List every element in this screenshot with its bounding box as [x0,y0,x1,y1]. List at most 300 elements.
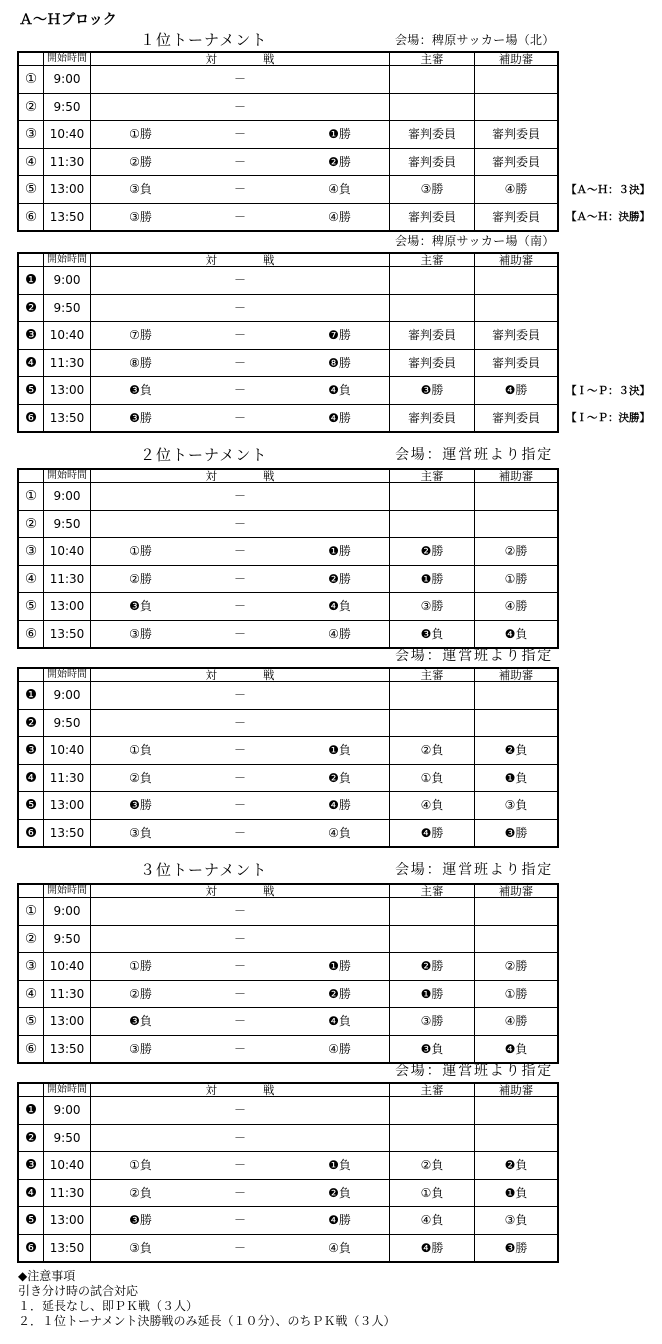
team-a [90,898,190,925]
match-row [19,349,557,377]
match-number: ❺ [24,797,38,814]
versus-mark: － [233,355,246,370]
versus-mark: － [233,1014,246,1029]
versus-mark: － [233,300,246,315]
team-a: ②勝 [90,981,190,1008]
assistant-referee: 審判委員 [474,149,557,176]
match-number: ④ [24,570,38,587]
start-time: 9:00 [43,267,90,294]
assistant-referee: ④勝 [474,593,557,620]
match-row [19,510,557,538]
match-table [17,51,650,232]
match-row [19,819,557,847]
team-b: ❶勝 [328,544,351,559]
start-time: 13:00 [43,1008,90,1035]
team-b [290,898,389,925]
referee: ❹勝 [389,820,474,847]
match-row [19,736,557,764]
match-row [19,925,557,953]
referee: 審判委員 [389,350,474,377]
team-a: ②負 [90,765,190,792]
assistant-referee [474,511,557,538]
team-b: ❹勝 [328,798,351,813]
team-a: ❸勝 [90,792,190,819]
team-b: ❶勝 [328,127,351,142]
assistant-referee: ①勝 [474,566,557,593]
match-number: ❹ [24,354,38,371]
referee: ❸勝 [389,377,474,404]
versus-mark: － [233,1240,246,1255]
header-row [19,254,557,266]
assistant-referee: 審判委員 [474,350,557,377]
team-b [290,66,389,93]
team-b [290,1125,389,1152]
referee [389,511,474,538]
assistant-referee: ②勝 [474,538,557,565]
match-number: ① [24,903,38,920]
versus-mark: － [233,154,246,169]
team-a: ❸負 [90,593,190,620]
team-b: ❹負 [328,599,351,614]
team-b: ❹負 [328,383,351,398]
venue-label: 会場：運営班より指定 [395,447,553,463]
start-time: 11:30 [43,1180,90,1207]
team-a [90,926,190,953]
referee [389,710,474,737]
match-row [19,65,557,93]
team-a: ①勝 [90,538,190,565]
referee: ❶勝 [389,981,474,1008]
match-row [19,1035,557,1063]
team-a: ②勝 [90,566,190,593]
assistant-referee [474,710,557,737]
team-b [290,710,389,737]
start-time: 9:50 [43,710,90,737]
start-time: 9:00 [43,898,90,925]
team-a: ⑧勝 [90,350,190,377]
team-b: ❷負 [328,770,351,785]
match-row [19,952,557,980]
header-match: 対 戦 [90,470,389,482]
match-number: ⑤ [24,181,38,198]
versus-mark: － [233,182,246,197]
match-number: ❸ [24,742,38,759]
match-number: ① [24,71,38,88]
start-time: 9:50 [43,1125,90,1152]
start-time: 13:00 [43,176,90,203]
start-time: 13:50 [43,204,90,231]
match-number: ❹ [24,1184,38,1201]
referee: ④負 [389,1207,474,1234]
venue-label: 会場：稗原サッカー場（北） [395,33,555,47]
referee: ②負 [389,1152,474,1179]
versus-mark: － [233,904,246,919]
assistant-referee: ❹負 [474,621,557,648]
match-table [17,667,559,848]
versus-mark: － [233,986,246,1001]
match-row [19,1096,557,1124]
notes-line: ２．１位トーナメント決勝戦のみ延長（１０分）、のちＰＫ戦（３人） [18,1314,396,1328]
match-number: ❺ [24,382,38,399]
match-row [19,1124,557,1152]
start-time: 9:50 [43,295,90,322]
assistant-referee [474,66,557,93]
assistant-referee [474,483,557,510]
team-a: ⑦勝 [90,322,190,349]
assistant-referee: 審判委員 [474,121,557,148]
referee: ①負 [389,1180,474,1207]
referee [389,295,474,322]
team-b: ④勝 [328,1041,351,1056]
match-row [19,565,557,593]
header-referee: 主審 [389,885,474,897]
referee: 審判委員 [389,204,474,231]
versus-mark: － [233,798,246,813]
match-number: ⑥ [24,1040,38,1057]
header-referee: 主審 [389,1084,474,1096]
header-row [19,470,557,482]
referee: ③勝 [389,593,474,620]
referee [389,267,474,294]
versus-mark: － [233,959,246,974]
team-b: ④負 [328,825,351,840]
versus-mark: － [233,626,246,641]
referee: ③勝 [389,176,474,203]
header-start-time: 開始時間 [43,53,90,65]
header-assistant-referee: 補助審 [474,885,557,897]
start-time: 9:00 [43,682,90,709]
team-a [90,682,190,709]
match-number: ① [24,488,38,505]
start-time: 13:50 [43,405,90,432]
assistant-referee: ❸勝 [474,820,557,847]
team-b [290,682,389,709]
referee [389,483,474,510]
versus-mark: － [233,688,246,703]
header-match: 対 戦 [90,53,389,65]
team-a [90,295,190,322]
versus-mark: － [233,328,246,343]
versus-mark: － [233,1041,246,1056]
versus-mark: － [233,99,246,114]
referee: 審判委員 [389,149,474,176]
match-row [19,120,557,148]
match-row [19,764,557,792]
assistant-referee [474,267,557,294]
team-b: ❹勝 [328,1213,351,1228]
team-a: ③勝 [90,1036,190,1063]
referee: ②負 [389,737,474,764]
match-row [19,709,557,737]
assistant-referee: ❶負 [474,765,557,792]
notes [18,1269,396,1329]
match-row [19,294,557,322]
match-number: ④ [24,153,38,170]
assistant-referee [474,898,557,925]
versus-mark: － [233,127,246,142]
team-a: ③負 [90,1235,190,1262]
match-number: ② [24,98,38,115]
header-assistant-referee: 補助審 [474,53,557,65]
header-assistant-referee: 補助審 [474,254,557,266]
referee [389,898,474,925]
header-start-time: 開始時間 [43,1084,90,1096]
team-b: ❹負 [328,1014,351,1029]
start-time: 9:50 [43,94,90,121]
match-row [19,203,650,231]
team-b: ❶勝 [328,959,351,974]
assistant-referee: 審判委員 [474,405,557,432]
assistant-referee: ②勝 [474,953,557,980]
start-time: 13:50 [43,621,90,648]
start-time: 13:50 [43,1036,90,1063]
assistant-referee: ❶負 [474,1180,557,1207]
versus-mark: － [233,1213,246,1228]
team-a: ❸勝 [90,1207,190,1234]
header-row [19,885,557,897]
start-time: 13:00 [43,792,90,819]
match-number: ③ [24,126,38,143]
match-row [19,620,557,648]
team-b: ❷勝 [328,154,351,169]
team-b: ❼勝 [328,328,351,343]
match-round-label: 【Ｉ～Ｐ：決勝】 [566,412,650,425]
team-a: ③負 [90,820,190,847]
versus-mark: － [233,209,246,224]
team-b: ❽勝 [328,355,351,370]
start-time: 11:30 [43,765,90,792]
match-number: ❶ [24,1102,38,1119]
versus-mark: － [233,516,246,531]
section-title: １位トーナメント [140,31,268,49]
referee [389,94,474,121]
header-referee: 主審 [389,669,474,681]
match-number: ❺ [24,1212,38,1229]
header-assistant-referee: 補助審 [474,470,557,482]
referee: ④負 [389,792,474,819]
referee: ❸負 [389,621,474,648]
team-a: ③勝 [90,621,190,648]
match-row [19,404,650,432]
team-a [90,1097,190,1124]
assistant-referee: 審判委員 [474,322,557,349]
match-number: ❻ [24,1239,38,1256]
venue-label: 会場：稗原サッカー場（南） [395,234,555,248]
start-time: 9:00 [43,66,90,93]
header-start-time: 開始時間 [43,669,90,681]
versus-mark: － [233,571,246,586]
team-a: ①勝 [90,121,190,148]
team-b [290,267,389,294]
referee [389,1097,474,1124]
versus-mark: － [233,715,246,730]
start-time: 10:40 [43,953,90,980]
venue-label: 会場：運営班より指定 [395,1063,553,1079]
team-b [290,483,389,510]
assistant-referee: ④勝 [474,1008,557,1035]
referee: ❶勝 [389,566,474,593]
team-b: ❶負 [328,743,351,758]
team-b: ❶負 [328,1158,351,1173]
match-number: ❻ [24,824,38,841]
start-time: 10:40 [43,121,90,148]
header-number-cell [19,1084,43,1096]
team-b: ④勝 [328,626,351,641]
assistant-referee: ❸勝 [474,1235,557,1262]
team-b [290,1097,389,1124]
match-row [19,537,557,565]
match-number: ❻ [24,409,38,426]
header-start-time: 開始時間 [43,470,90,482]
header-referee: 主審 [389,470,474,482]
match-row [19,376,650,404]
team-a: ③勝 [90,204,190,231]
match-number: ⑥ [24,625,38,642]
referee [389,66,474,93]
team-a: ❸勝 [90,405,190,432]
assistant-referee: ❷負 [474,737,557,764]
match-row [19,1179,557,1207]
header-assistant-referee: 補助審 [474,1084,557,1096]
start-time: 11:30 [43,981,90,1008]
notes-heading: ◆注意事項 [18,1269,76,1283]
team-b [290,511,389,538]
team-b [290,926,389,953]
notes-line: １．延長なし、即ＰＫ戦（３人） [18,1299,199,1313]
match-row [19,1007,557,1035]
referee [389,926,474,953]
match-round-label: 【Ａ～Ｈ：決勝】 [566,211,650,224]
team-a: ①勝 [90,953,190,980]
assistant-referee [474,295,557,322]
match-number: ❷ [24,299,38,316]
match-number: ③ [24,543,38,560]
referee: 審判委員 [389,322,474,349]
header-row [19,669,557,681]
match-number: ② [24,515,38,532]
team-a [90,710,190,737]
assistant-referee: ①勝 [474,981,557,1008]
match-table [17,468,559,649]
team-a [90,66,190,93]
venue-label: 会場：運営班より指定 [395,862,553,878]
versus-mark: － [233,410,246,425]
assistant-referee [474,926,557,953]
match-table [17,1082,559,1263]
match-number: ③ [24,958,38,975]
header-match: 対 戦 [90,669,389,681]
match-table [17,252,650,433]
assistant-referee: ❹負 [474,1036,557,1063]
versus-mark: － [233,931,246,946]
match-number: ⑤ [24,1013,38,1030]
assistant-referee [474,1097,557,1124]
header-start-time: 開始時間 [43,885,90,897]
assistant-referee [474,682,557,709]
team-a: ②勝 [90,149,190,176]
match-round-label: 【Ｉ～Ｐ：３決】 [566,384,650,397]
match-row [19,1234,557,1262]
match-row [19,482,557,510]
match-row [19,321,557,349]
team-b: ❷負 [328,1185,351,1200]
section-title: ２位トーナメント [140,446,268,464]
team-b [290,94,389,121]
section-title: ３位トーナメント [140,861,268,879]
referee: ❷勝 [389,953,474,980]
versus-mark: － [233,1185,246,1200]
match-number: ❶ [24,272,38,289]
versus-mark: － [233,1158,246,1173]
match-row [19,897,557,925]
match-number: ⑤ [24,598,38,615]
match-number: ❶ [24,687,38,704]
team-a: ③負 [90,176,190,203]
referee: ❹勝 [389,1235,474,1262]
match-table [17,883,559,1064]
header-match: 対 戦 [90,1084,389,1096]
team-a: ①負 [90,737,190,764]
start-time: 9:50 [43,926,90,953]
start-time: 10:40 [43,1152,90,1179]
header-number-cell [19,53,43,65]
team-a: ②負 [90,1180,190,1207]
start-time: 13:00 [43,593,90,620]
team-b: ④勝 [328,209,351,224]
start-time: 11:30 [43,566,90,593]
assistant-referee: ❷負 [474,1152,557,1179]
match-row [19,93,557,121]
versus-mark: － [233,770,246,785]
match-row [19,1151,557,1179]
referee: ❸負 [389,1036,474,1063]
header-referee: 主審 [389,53,474,65]
start-time: 10:40 [43,322,90,349]
match-row [19,791,557,819]
venue-label: 会場：運営班より指定 [395,648,553,664]
match-number: ❷ [24,714,38,731]
team-b: ④負 [328,182,351,197]
assistant-referee [474,94,557,121]
start-time: 10:40 [43,538,90,565]
team-b: ❹勝 [328,410,351,425]
assistant-referee: ③負 [474,1207,557,1234]
start-time: 11:30 [43,149,90,176]
referee [389,682,474,709]
assistant-referee [474,1125,557,1152]
assistant-referee: ❹勝 [474,377,557,404]
match-row [19,266,557,294]
referee: ①負 [389,765,474,792]
team-a [90,267,190,294]
match-row [19,148,557,176]
team-a: ❸負 [90,1008,190,1035]
block-title: Ａ～Ｈブロック [19,12,117,28]
versus-mark: － [233,1130,246,1145]
start-time: 10:40 [43,737,90,764]
versus-mark: － [233,489,246,504]
header-number-cell [19,470,43,482]
referee: ❷勝 [389,538,474,565]
team-a [90,94,190,121]
match-number: ⑥ [24,208,38,225]
match-row [19,980,557,1008]
start-time: 9:00 [43,483,90,510]
referee: ③勝 [389,1008,474,1035]
referee: 審判委員 [389,405,474,432]
start-time: 13:00 [43,1207,90,1234]
versus-mark: － [233,825,246,840]
